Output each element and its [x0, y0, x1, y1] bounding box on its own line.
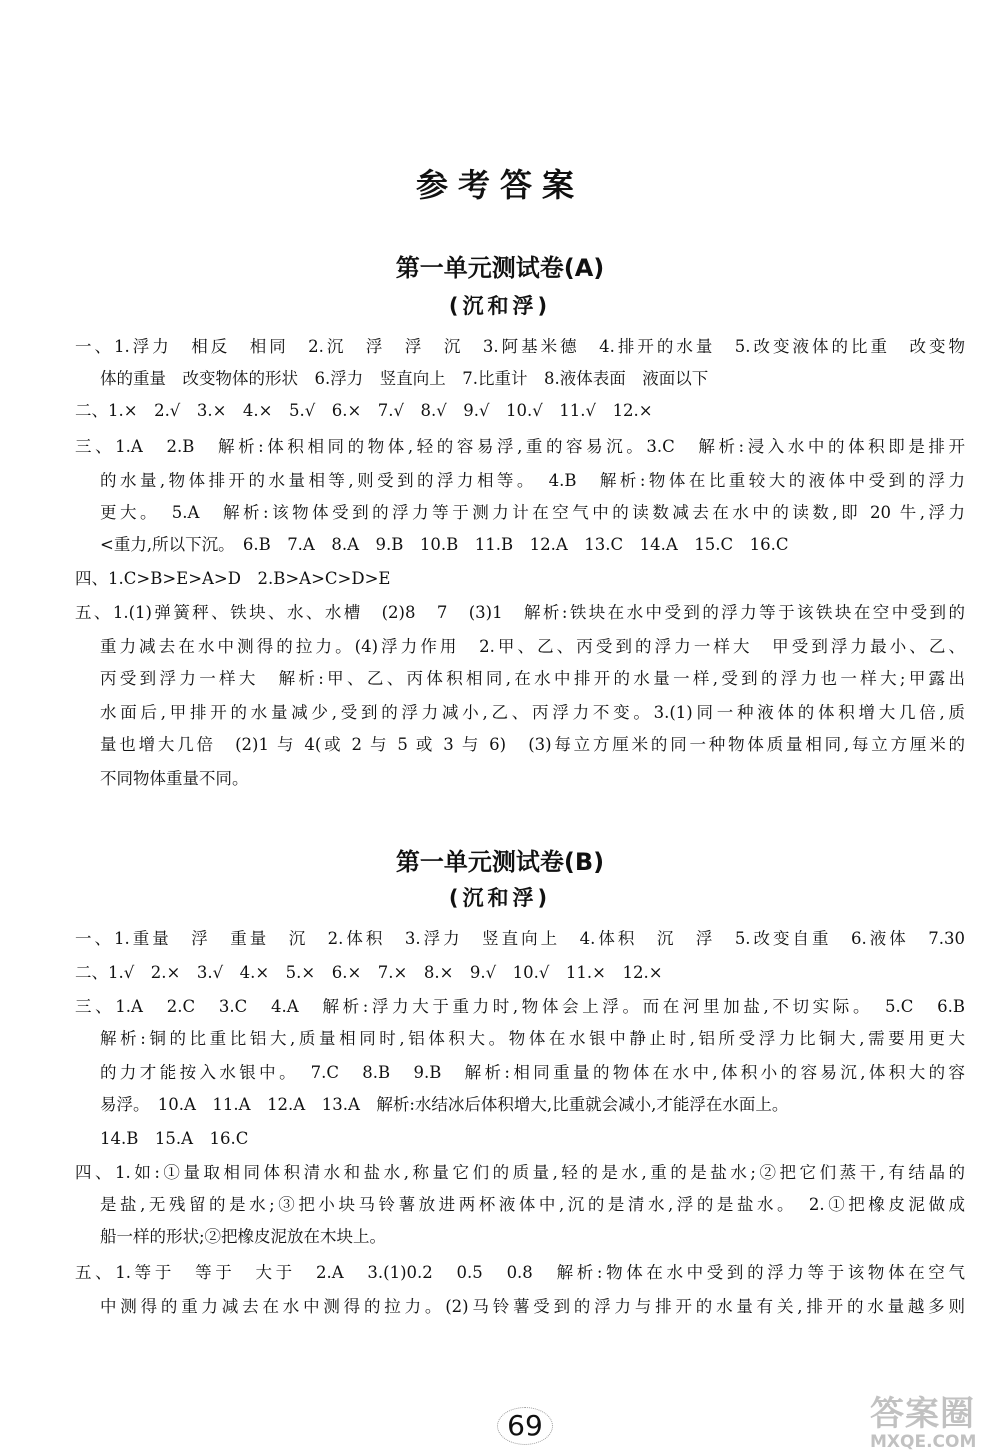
section-a-line: 五、1.(1)弹簧秤、铁块、水、水槽 (2)8 7 (3)1 解析:铁块在水中受到的浮力等于该铁块在空中受到的 — [75, 603, 965, 622]
watermark-site-text: MXQE.COM — [870, 1432, 977, 1452]
section-a-line: 的水量,物体排开的水量相等,则受到的浮力相等。 4.B 解析:物体在比重较大的液体中受到的浮力 — [100, 471, 965, 490]
section-b-line: 解析:铜的比重比铝大,质量相同时,铝体积大。物体在水银中静止时,铝所受浮力比铜大,需要用更大 — [100, 1029, 965, 1048]
section-a-subtitle: (沉和浮) — [448, 294, 552, 318]
section-a-line: 丙受到浮力一样大 解析:甲、乙、丙体积相同,在水中排开的水量一样,受到的浮力也一样大;甲露出 — [100, 669, 965, 688]
section-b-line: 中测得的重力减去在水中测得的拉力。(2)马铃薯受到的浮力与排开的水量有关,排开的水量越多则 — [100, 1297, 965, 1316]
page-number: 69 — [495, 1405, 555, 1447]
section-a-line: 量也增大几倍 (2)1 与 4(或 2 与 5 或 3 与 6) (3)每立方厘米的同一种物体质量相同,每立方厘米的 — [100, 735, 965, 754]
section-b-line: 五、1.等于 等于 大于 2.A 3.(1)0.2 0.5 0.8 解析:物体在水中受到的浮力等于该物体在空气 — [75, 1263, 965, 1282]
section-b-line: 易浮。 10.A 11.A 12.A 13.A 解析:水结冰后体积增大,比重就会减小,才能浮在水面上。 — [100, 1095, 789, 1114]
section-a-line: 体的重量 改变物体的形状 6.浮力 竖直向上 7.比重计 8.液体表面 液面以下 — [100, 369, 709, 388]
section-b-line: 的力才能按入水银中。 7.C 8.B 9.B 解析:相同重量的物体在水中,体积小的容易沉,体积大的容 — [100, 1063, 965, 1082]
section-a-line: <重力,所以下沉。 6.B 7.A 8.A 9.B 10.B 11.B 12.A 13.C 14.A 15.C 16.C — [100, 535, 789, 554]
section-a-line: 不同物体重量不同。 — [100, 769, 249, 788]
section-b-line: 是盐,无残留的是水;③把小块马铃薯放进两杯液体中,沉的是清水,浮的是盐水。 2.①把橡皮泥做成 — [100, 1195, 965, 1214]
section-a-line: 二、1.× 2.√ 3.× 4.× 5.√ 6.× 7.√ 8.√ 9.√ 10.√ 11.√ 12.× — [75, 401, 653, 420]
section-b-line: 二、1.√ 2.× 3.√ 4.× 5.× 6.× 7.× 8.× 9.√ 10.√ 11.× 12.× — [75, 963, 663, 982]
section-b-line: 14.B 15.A 16.C — [100, 1129, 249, 1148]
section-a-line: 四、1.C>B>E>A>D 2.B>A>C>D>E — [75, 569, 391, 588]
section-b-line: 一、1.重量 浮 重量 沉 2.体积 3.浮力 竖直向上 4.体积 沉 浮 5.改变自重 6.液体 7.30 — [75, 929, 965, 948]
watermark-logo-text: 答案圈 — [870, 1394, 975, 1434]
section-a-line: 一、1.浮力 相反 相同 2.沉 浮 浮 沉 3.阿基米德 4.排开的水量 5.改变液体的比重 改变物 — [75, 337, 965, 356]
watermark-logo — [870, 1395, 995, 1453]
section-a-line: 水面后,甲排开的水量减少,受到的浮力减小,乙、丙浮力不变。3.(1)同一种液体的体积增大几倍,质 — [100, 703, 965, 722]
section-b-line: 三、1.A 2.C 3.C 4.A 解析:浮力大于重力时,物体会上浮。而在河里加盐,不切实际。 5.C 6.B — [75, 997, 965, 1016]
section-a-line: 更大。 5.A 解析:该物体受到的浮力等于测力计在空气中的读数减去在水中的读数,即 20 牛,浮力 — [100, 503, 965, 522]
section-b-subtitle: (沉和浮) — [448, 886, 552, 910]
section-a-line: 重力减去在水中测得的拉力。(4)浮力作用 2.甲、乙、丙受到的浮力一样大 甲受到浮力最小、乙、 — [100, 637, 965, 656]
section-b-line: 四、1.如:①量取相同体积清水和盐水,称量它们的质量,轻的是水,重的是盐水;②把它们蒸干,有结晶的 — [75, 1163, 965, 1182]
section-b-title: 第一单元测试卷(B) — [395, 848, 605, 876]
section-a-title: 第一单元测试卷(A) — [395, 254, 605, 282]
page-title: 参考答案 — [415, 166, 584, 204]
section-a-line: 三、1.A 2.B 解析:体积相同的物体,轻的容易浮,重的容易沉。3.C 解析:浸入水中的体积即是排开 — [75, 437, 965, 456]
section-b-line: 船一样的形状;②把橡皮泥放在木块上。 — [100, 1227, 387, 1246]
